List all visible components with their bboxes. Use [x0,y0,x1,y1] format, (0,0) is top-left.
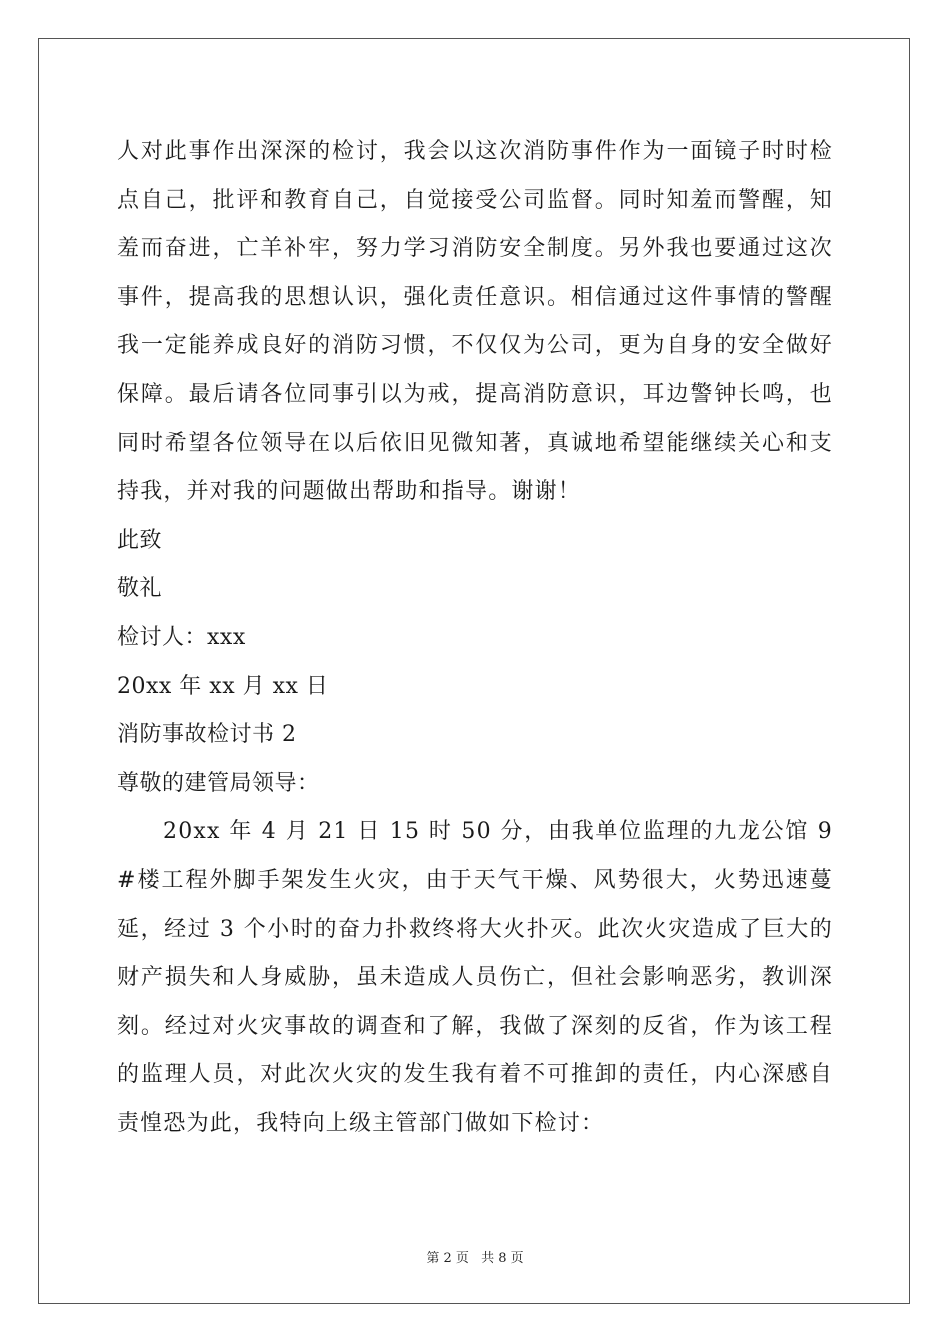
closing-line-2: 敬礼 [117,576,163,602]
page-total: 共 8 页 [481,1251,524,1266]
closing-line-1: 此致 [117,527,163,553]
page-footer [0,1247,950,1266]
paragraph-body: 20xx 年 4 月 21 日 15 时 50 分，由我单位监理的九龙公馆 9#楼工程外脚手架发生火灾，由于天气干燥、风势很大，火势迅速蔓延，经过 3 个小时的奋力扑救终将大火扑灭。此次火灾造成了巨大的财产损失和人身威胁，虽未造成人员伤亡，但社会影响恶劣，教训深刻。经过对火灾事故的调查和了解，我做了深刻的反省，作为该工程的监理人员，对此次火灾的发生我有着不可推卸的责任，内心深感自责惶恐为此，我特向上级主管部门做如下检讨： [117,819,833,1136]
page-number: 第 2 页 [426,1251,469,1266]
signer-line: 检讨人：xxx [117,624,246,650]
paragraph-continuation: 人对此事作出深深的检讨，我会以这次消防事件作为一面镜子时时检点自己，批评和教育自己，自觉接受公司监督。同时知羞而警醒，知羞而奋进，亡羊补牢，努力学习消防安全制度。另外我也要通过这次事件，提高我的思想认识，强化责任意识。相信通过这件事情的警醒我一定能养成良好的消防习惯，不仅仅为公司，更为自身的安全做好保障。最后请各位同事引以为戒，提高消防意识，耳边警钟长鸣，也同时希望各位领导在以后依旧见微知著，真诚地希望能继续关心和支持我，并对我的问题做出帮助和指导。谢谢！ [117,139,833,505]
document-body [117,128,833,1148]
salutation: 尊敬的建管局领导： [117,770,320,796]
date-line: 20xx 年 xx 月 xx 日 [117,673,329,699]
section-title: 消防事故检讨书 2 [117,722,297,748]
